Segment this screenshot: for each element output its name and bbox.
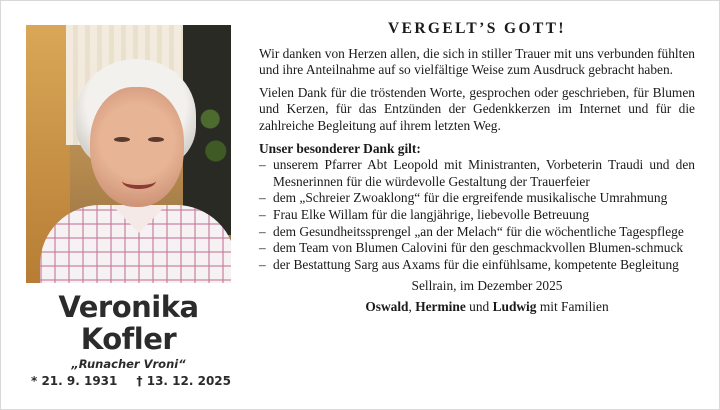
signature-suffix: mit Familien — [536, 298, 609, 314]
portrait-photo — [26, 25, 231, 283]
heading: VERGELT’S GOTT! — [388, 20, 566, 37]
photo-face — [90, 87, 184, 207]
photo-smile — [122, 173, 156, 189]
photo-eye-right — [148, 137, 164, 142]
photo-eye-left — [114, 137, 130, 142]
list-item: – dem Team von Blumen Calovini für den geschmackvollen Blumen-schmuck — [259, 240, 695, 257]
special-thanks-title: Unser besonderer Dank gilt: — [259, 140, 421, 156]
list-item: – unserem Pfarrer Abt Leopold mit Ministranten, Vorbeterin Traudi und den Mesnerinnen für die würdevolle Gestaltung der Trauerfeier — [259, 157, 695, 190]
signature-name-oswald: Oswald — [365, 298, 409, 314]
last-name: Kofler — [80, 322, 177, 356]
signature-separator: , — [408, 298, 416, 314]
first-name: Veronika — [58, 290, 199, 324]
life-dates — [31, 374, 231, 388]
list-item: – der Bestattung Sarg aus Axams für die einfühlsame, kompetente Begleitung — [259, 257, 695, 274]
place-date: Sellrain, im Dezember 2025 — [411, 278, 563, 294]
paragraph-1: Wir danken von Herzen allen, die sich in stiller Trauer mit uns verbunden fühlten und ihre Anteilnahme auf so vielfältige Weise zum Ausdruck gebracht haben. — [259, 45, 695, 78]
death-date: † 13. 12. 2025 — [136, 374, 231, 388]
signature-separator: und — [465, 298, 493, 314]
nickname: „Runacher Vroni“ — [71, 357, 186, 371]
paragraph-2: Vielen Dank für die tröstenden Worte, gesprochen oder geschrieben, für Blumen und Kerzen, für das Entzünden der Gedenkkerzen im Internet und für die zahlreiche Begleitung auf ihrem letzten Weg. — [259, 84, 695, 133]
list-item: – Frau Elke Willam für die langjährige, liebevolle Betreuung — [259, 207, 695, 224]
photo-plant — [199, 95, 227, 175]
thank-you-text — [259, 21, 695, 316]
special-thanks-list — [259, 157, 695, 273]
birth-date: * 21. 9. 1931 — [31, 374, 118, 388]
signature-name-ludwig: Ludwig — [492, 298, 537, 314]
signature — [259, 299, 695, 316]
list-item: – dem „Schreier Zwoaklong“ für die ergreifende musikalische Umrahmung — [259, 190, 695, 207]
list-item: – dem Gesundheitssprengel „an der Melach“ für die wöchentliche Tagespflege — [259, 224, 695, 241]
signature-name-hermine: Hermine — [415, 298, 466, 314]
